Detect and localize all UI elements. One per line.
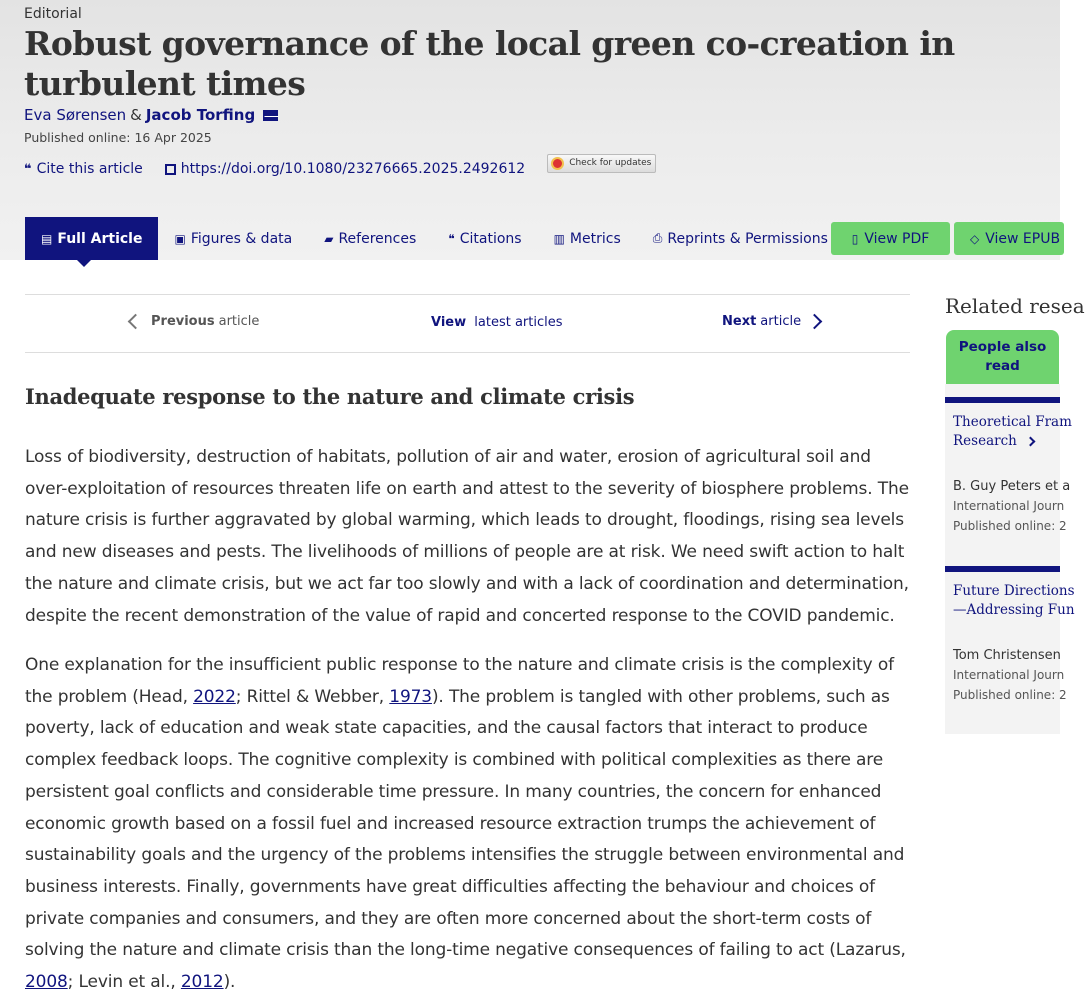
cite-article-link[interactable]	[24, 161, 143, 177]
text-run: ; Rittel & Webber,	[235, 686, 390, 707]
previous-article-link[interactable]	[130, 314, 259, 329]
article-type-label: Editorial	[24, 6, 82, 22]
tab-label: Reprints & Permissions	[667, 230, 828, 247]
related-article-date: Published online: 2	[953, 688, 1067, 702]
related-research-heading: Related resea	[945, 294, 1085, 318]
view-epub-button[interactable]	[954, 222, 1064, 255]
related-article-title[interactable]	[953, 582, 1075, 620]
body-paragraph: Loss of biodiversity, destruction of habitats, pollution of air and water, erosion of agricultural soil and over-exploitation of resources threaten life on earth and attest to the severity of biosphere problems. The nature crisis is further aggravated by global warming, which leads to drought, floodings, rising sea levels and new diseases and pests. The livelihoods of millions of people are at risk. We need swift action to halt the nature and climate crisis, but we act far too slowly and with a lack of coordination and determination, despite the recent demonstration of the value of rapid and concerted response to the COVID pandemic.	[25, 447, 909, 626]
article-meta-row	[24, 158, 656, 180]
pdf-icon: ▯	[851, 231, 859, 246]
title-line-text: Research	[953, 433, 1017, 449]
corresponding-author-link[interactable]: Jacob Torfing	[145, 106, 256, 124]
tab-label: References	[338, 230, 417, 247]
image-icon: ▣	[174, 231, 186, 246]
doi-link[interactable]	[165, 161, 525, 177]
view-pdf-label: View PDF	[864, 230, 930, 247]
tab-label: Figures & data	[190, 230, 293, 247]
spacer	[945, 620, 1060, 648]
title-line	[953, 432, 1060, 451]
quote-icon: ❝	[24, 161, 32, 177]
view-epub-label: View EPUB	[985, 230, 1061, 247]
section-heading: Inadequate response to the nature and climate crisis	[25, 384, 635, 409]
latest-rest: latest articles	[474, 315, 563, 330]
next-article-link[interactable]	[722, 314, 820, 329]
check-for-updates-button[interactable]	[547, 154, 656, 173]
email-icon[interactable]	[263, 110, 278, 121]
reference-link[interactable]: 2012	[180, 972, 224, 993]
reference-link[interactable]: 2008	[25, 972, 68, 993]
author-separator: &	[130, 106, 142, 124]
title-line: Future Directions	[953, 583, 1075, 599]
text-run: ). The problem is tangled with other problems, such as poverty, lack of education and weak state capacities, and the causal factors that interact to produce complex feedback loops. The cognitive complexity is combined with political complexities as there are persistent goal conflicts and considerable time pressure. In many countries, the concern for enhanced economic growth based on a fossil fuel and increased resource extraction trumps the achievement of sustainability goals and the urgency of the problems intensifies the struggle between environmental and business interests. Finally, governments have great difficulties affecting the behaviour and choices of private companies and consumers, and they are often more concerned about the short-term costs of solving the nature and climate crisis than the long-time negative consequences of failing to act (Lazarus,	[25, 686, 906, 961]
cite-label: Cite this article	[36, 161, 143, 177]
view-pdf-button[interactable]	[831, 222, 950, 255]
article-tabs	[25, 217, 844, 260]
latest-articles-link[interactable]	[431, 315, 563, 330]
title-line: —Addressing Fun	[953, 602, 1075, 618]
prev-bold: Previous	[151, 314, 215, 329]
related-article-title[interactable]	[953, 413, 1072, 451]
tab-figures-data[interactable]	[158, 217, 308, 260]
related-article-date: Published online: 2	[953, 519, 1067, 533]
people-also-read-tab[interactable]: People also read	[946, 330, 1059, 384]
related-article-card	[945, 566, 1075, 702]
tab-label: Full Article	[57, 230, 143, 247]
latest-bold: View	[431, 315, 467, 330]
tab-citations[interactable]	[432, 217, 537, 260]
text-run: One explanation for the insufficient public response to the nature and climate crisis is the complexity of the problem (Head,	[25, 655, 894, 707]
tab-metrics[interactable]	[538, 217, 637, 260]
related-article-journal: International Journ	[953, 499, 1065, 513]
text-run: ).	[223, 972, 236, 993]
book-icon: ▰	[324, 231, 334, 246]
next-bold: Next	[722, 314, 757, 329]
quote-icon: ❝	[448, 231, 455, 246]
chevron-left-icon	[128, 314, 144, 330]
epub-icon: ◇	[970, 231, 980, 246]
body-paragraph	[25, 650, 915, 999]
tab-reprints-permissions[interactable]	[637, 217, 844, 260]
text-run: ; Levin et al.,	[67, 972, 181, 993]
spacer	[945, 451, 1060, 479]
prev-rest: article	[218, 314, 260, 329]
reference-link[interactable]: 2022	[193, 686, 236, 707]
doi-text: https://doi.org/10.1080/23276665.2025.2492612	[180, 161, 526, 177]
tab-label: Metrics	[569, 230, 621, 247]
tab-references[interactable]	[308, 217, 432, 260]
bar-chart-icon: ▥	[553, 231, 565, 246]
crossmark-icon	[551, 157, 564, 170]
related-article-journal: International Journ	[953, 668, 1065, 682]
article-navigation	[25, 294, 910, 353]
related-article-card	[945, 397, 1072, 533]
print-icon: ⎙	[652, 231, 663, 245]
chevron-right-icon	[1025, 437, 1035, 447]
tab-label: Citations	[459, 230, 522, 247]
related-article-authors: B. Guy Peters et a	[953, 479, 1071, 494]
article-title: Robust governance of the local green co-creation in turbulent times	[24, 24, 955, 103]
title-line: Theoretical Fram	[953, 414, 1072, 430]
updates-label: Check for updates	[569, 158, 652, 168]
related-article-authors: Tom Christensen	[953, 648, 1061, 663]
document-icon: ▤	[41, 231, 53, 246]
published-date: Published online: 16 Apr 2025	[24, 130, 212, 145]
reference-link[interactable]: 1973	[389, 686, 432, 707]
next-rest: article	[760, 314, 802, 329]
external-link-icon	[165, 164, 176, 175]
tab-full-article[interactable]	[25, 217, 158, 260]
author-link[interactable]: Eva Sørensen	[24, 106, 127, 124]
author-list	[24, 106, 278, 124]
chevron-right-icon	[807, 314, 823, 330]
